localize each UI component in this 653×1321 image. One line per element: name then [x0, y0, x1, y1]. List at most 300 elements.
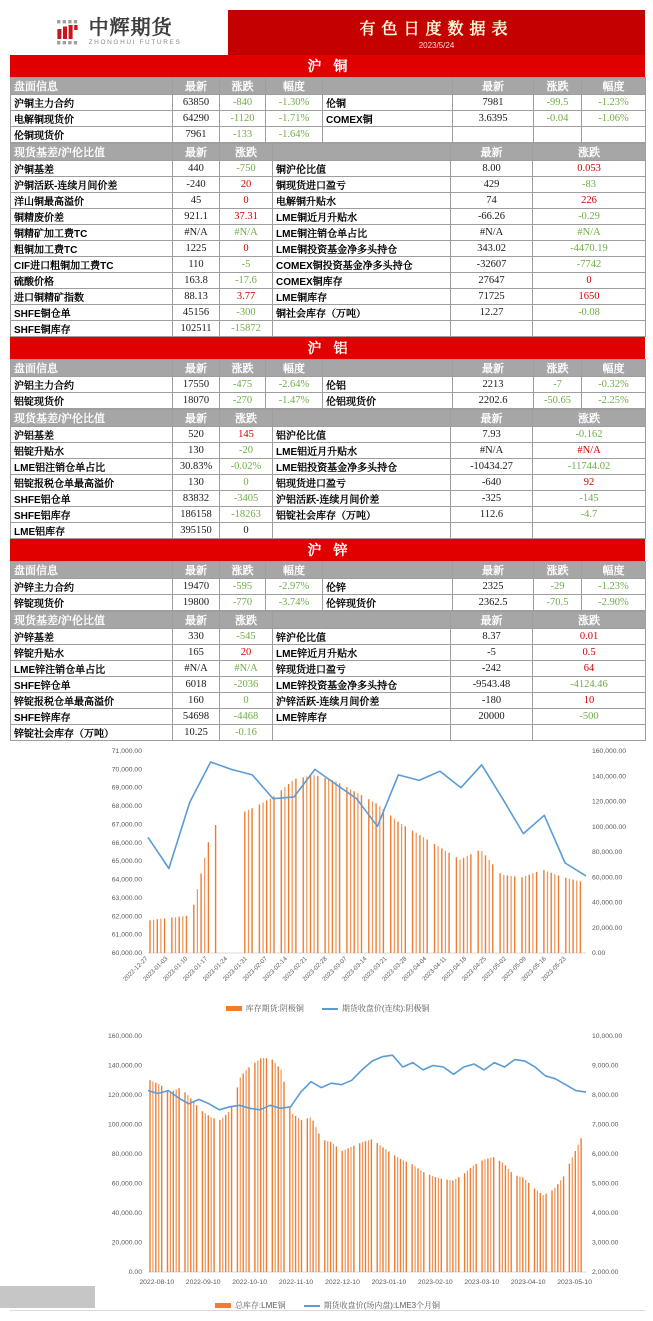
- logo-mark-icon: [57, 20, 83, 45]
- cell-value: -83: [533, 177, 646, 193]
- x-axis-tick-label: 2023-02-14: [261, 955, 289, 983]
- row-label: 铜沪伦比值: [273, 161, 451, 177]
- right-axis-label: 9,000.00: [592, 1062, 619, 1070]
- row-label: 粗铜加工费TC: [11, 241, 173, 257]
- right-axis-label: 60,000.00: [592, 874, 623, 882]
- next-section-edge: [10, 1310, 645, 1311]
- cell-value: 102511: [173, 321, 220, 337]
- row-label: LME铜注销仓单占比: [273, 225, 451, 241]
- cell-value: #N/A: [533, 443, 646, 459]
- table-row: [11, 661, 646, 677]
- cell-value: 0: [220, 523, 273, 539]
- cell-value: 0: [220, 693, 273, 709]
- left-axis-label: 40,000.00: [111, 1210, 142, 1217]
- cell-value: 17550: [173, 377, 220, 393]
- x-axis-tick-label: 2023-03-14: [341, 955, 369, 983]
- cell-value: 112.6: [451, 507, 533, 523]
- row-label: 盘面信息: [11, 78, 173, 95]
- legend-label: 总库存:LME铜: [234, 1301, 286, 1310]
- report-date: 2023/5/24: [418, 40, 455, 50]
- row-label: 伦铜: [323, 95, 453, 111]
- cell-value: 1225: [173, 241, 220, 257]
- cell-value: 最新: [451, 144, 533, 161]
- cell-value: 8.37: [451, 629, 533, 645]
- cell-value: 30.83%: [173, 459, 220, 475]
- cell-value: 涨跌: [220, 612, 273, 629]
- cell-value: -0.29: [533, 209, 646, 225]
- legend-item: [226, 1003, 304, 1014]
- cell-value: -640: [451, 475, 533, 491]
- cell-value: 921.1: [173, 209, 220, 225]
- cell-value: [451, 523, 533, 539]
- cell-value: 2202.6: [453, 393, 534, 409]
- row-label: 铝现货进口盈亏: [273, 475, 451, 491]
- x-axis-tick-label: 2023-05-16: [520, 955, 548, 983]
- row-label: CIF进口粗铜加工费TC: [11, 257, 173, 273]
- cell-value: 2213: [453, 377, 534, 393]
- bar-series-swatch-icon: [215, 1303, 231, 1308]
- cell-value: -3.74%: [266, 595, 323, 611]
- table-header-row: [11, 360, 646, 377]
- table-row: [11, 629, 646, 645]
- cell-value: -145: [533, 491, 646, 507]
- row-label: [273, 725, 451, 741]
- row-label: COMEX铜库存: [273, 273, 451, 289]
- table-row: [11, 209, 646, 225]
- line-series-swatch-icon: [322, 1008, 338, 1010]
- cell-value: [533, 321, 646, 337]
- x-axis-tick-label: 2023-05-23: [540, 955, 568, 983]
- cell-value: #N/A: [220, 661, 273, 677]
- cell-value: 145: [220, 427, 273, 443]
- left-axis-label: 71,000.00: [111, 748, 142, 755]
- cell-value: 涨跌: [220, 78, 266, 95]
- cell-value: -2.97%: [266, 579, 323, 595]
- cell-value: 3.6395: [453, 111, 534, 127]
- row-label: 铜社会库存（万吨）: [273, 305, 451, 321]
- left-axis-label: 120,000.00: [107, 1092, 142, 1099]
- table-row: [11, 443, 646, 459]
- row-label: LME锌近月升贴水: [273, 645, 451, 661]
- cell-value: -7742: [533, 257, 646, 273]
- right-axis-label: 40,000.00: [592, 899, 623, 907]
- cell-value: 幅度: [266, 360, 323, 377]
- x-axis-tick-label: 2023-02-28: [301, 955, 329, 983]
- cell-value: -750: [220, 161, 273, 177]
- cell-value: 幅度: [266, 562, 323, 579]
- copper-tables: [10, 77, 645, 337]
- left-axis-label: 60,000.00: [111, 950, 142, 957]
- table-row: [11, 225, 646, 241]
- row-label: 伦铜现货价: [11, 127, 173, 143]
- row-label: 沪铜基差: [11, 161, 173, 177]
- cell-value: -5: [220, 257, 273, 273]
- row-label: 锌现货进口盈亏: [273, 661, 451, 677]
- cell-value: -32607: [451, 257, 533, 273]
- cell-value: 涨跌: [220, 410, 273, 427]
- cell-value: -475: [220, 377, 266, 393]
- row-label: 铜精废价差: [11, 209, 173, 225]
- table-row: [11, 289, 646, 305]
- right-axis-label: 6,000.00: [592, 1151, 619, 1158]
- cell-value: -4124.46: [533, 677, 646, 693]
- row-label: 盘面信息: [11, 562, 173, 579]
- right-axis-label: 3,000.00: [592, 1239, 619, 1247]
- cell-value: 130: [173, 475, 220, 491]
- cell-value: 1650: [533, 289, 646, 305]
- cell-value: 3.77: [220, 289, 273, 305]
- x-axis-tick-label: 2023-04-25: [460, 955, 489, 983]
- cell-value: 92: [533, 475, 646, 491]
- table-row: [11, 725, 646, 741]
- x-axis-tick-label: 2023-04-04: [400, 955, 429, 983]
- report-page: [10, 10, 645, 1316]
- row-label: 现货基差/沪伦比值: [11, 612, 173, 629]
- cell-value: #N/A: [451, 443, 533, 459]
- lme-copper-inventory-price-chart: [10, 1024, 645, 1316]
- cell-value: 20000: [451, 709, 533, 725]
- row-label: LME锌注销仓单占比: [11, 661, 173, 677]
- cell-value: 27647: [451, 273, 533, 289]
- x-axis-tick-label: 2023-02-10: [417, 1279, 453, 1286]
- cell-value: [273, 144, 451, 161]
- row-label: COMEX铜投资基金净多头持仓: [273, 257, 451, 273]
- cell-value: 160: [173, 693, 220, 709]
- cell-value: [582, 127, 646, 143]
- table-row: [11, 127, 646, 143]
- cell-value: 0: [220, 193, 273, 209]
- cell-value: [273, 612, 451, 629]
- cell-value: 130: [173, 443, 220, 459]
- cell-value: [534, 127, 582, 143]
- table-row: [11, 579, 646, 595]
- cell-value: 20: [220, 177, 273, 193]
- right-axis-label: 8,000.00: [592, 1092, 619, 1099]
- cell-value: -70.5: [534, 595, 582, 611]
- row-label: 锌沪伦比值: [273, 629, 451, 645]
- table-row: [11, 709, 646, 725]
- cell-value: 最新: [453, 562, 534, 579]
- report-title: 有色日度数据表: [359, 20, 514, 38]
- cell-value: -2.25%: [582, 393, 646, 409]
- legend-label: 库存期货:阴极铜: [245, 1004, 304, 1013]
- x-axis-tick-label: 2023-04-18: [440, 955, 469, 983]
- table-row: [11, 595, 646, 611]
- row-label: LME铜投资基金净多头持仓: [273, 241, 451, 257]
- basis-ratio-table: [10, 143, 646, 337]
- cell-value: -1.06%: [582, 111, 646, 127]
- cell-value: 37.31: [220, 209, 273, 225]
- row-label: [323, 127, 453, 143]
- cell-value: #N/A: [173, 225, 220, 241]
- left-axis-label: 0.00: [128, 1269, 142, 1276]
- cell-value: 6018: [173, 677, 220, 693]
- title-banner: [228, 10, 645, 55]
- legend-label: 期货收盘价(场内盘):LME3个月铜: [323, 1301, 441, 1310]
- cell-value: 0.053: [533, 161, 646, 177]
- cell-value: 18070: [173, 393, 220, 409]
- table-row: [11, 491, 646, 507]
- bar-series-swatch-icon: [226, 1006, 242, 1011]
- cell-value: 涨跌: [220, 562, 266, 579]
- table-row: [11, 321, 646, 337]
- table-row: [11, 475, 646, 491]
- row-label: 锌锭社会库存（万吨）: [11, 725, 173, 741]
- cell-value: 440: [173, 161, 220, 177]
- cell-value: 64290: [173, 111, 220, 127]
- cell-value: 19470: [173, 579, 220, 595]
- table-row: [11, 507, 646, 523]
- row-label: 盘面信息: [11, 360, 173, 377]
- cell-value: #N/A: [451, 225, 533, 241]
- cell-value: -10434.27: [451, 459, 533, 475]
- cell-value: 幅度: [582, 78, 646, 95]
- cell-value: 最新: [453, 78, 534, 95]
- cell-value: -240: [173, 177, 220, 193]
- left-axis-label: 100,000.00: [107, 1121, 142, 1129]
- x-axis-tick-label: 2023-01-31: [221, 955, 250, 983]
- cell-value: -0.162: [533, 427, 646, 443]
- cell-value: -770: [220, 595, 266, 611]
- row-label: 电解铜现货价: [11, 111, 173, 127]
- row-label: 沪锌基差: [11, 629, 173, 645]
- x-axis-tick-label: 2022-09-10: [185, 1279, 221, 1286]
- row-label: 铝锭报税仓单最高溢价: [11, 475, 173, 491]
- cell-value: 330: [173, 629, 220, 645]
- row-label: 铝锭现货价: [11, 393, 173, 409]
- clipped-cell: [0, 1286, 95, 1308]
- cell-value: 最新: [453, 360, 534, 377]
- market-info-table: [10, 359, 646, 409]
- cell-value: 110: [173, 257, 220, 273]
- cell-value: 涨跌: [534, 360, 582, 377]
- left-axis-label: 67,000.00: [111, 821, 142, 829]
- table-row: [11, 111, 646, 127]
- cell-value: 涨跌: [533, 612, 646, 629]
- row-label: LME铝注销仓单占比: [11, 459, 173, 475]
- row-label: 锌锭报税仓单最高溢价: [11, 693, 173, 709]
- left-axis-label: 160,000.00: [107, 1033, 142, 1040]
- row-label: 沪铝基差: [11, 427, 173, 443]
- cell-value: 最新: [451, 410, 533, 427]
- cell-value: -0.04: [534, 111, 582, 127]
- cell-value: 12.27: [451, 305, 533, 321]
- table-header-row: [11, 410, 646, 427]
- row-label: 锌锭升贴水: [11, 645, 173, 661]
- left-axis-label: 62,000.00: [111, 913, 142, 921]
- cell-value: -18263: [220, 507, 273, 523]
- row-label: 现货基差/沪伦比值: [11, 144, 173, 161]
- table-row: [11, 393, 646, 409]
- cell-value: [323, 78, 453, 95]
- market-info-table: [10, 77, 646, 143]
- cell-value: -4470.19: [533, 241, 646, 257]
- x-axis-tick-label: 2023-01-03: [141, 955, 170, 983]
- cell-value: #N/A: [173, 661, 220, 677]
- left-axis-label: 80,000.00: [111, 1151, 142, 1158]
- x-axis-tick-label: 2023-05-02: [480, 955, 508, 983]
- cell-value: -0.02%: [220, 459, 273, 475]
- cell-value: 163.8: [173, 273, 220, 289]
- right-axis-label: 140,000.00: [592, 773, 627, 781]
- right-axis-label: 2,000.00: [592, 1269, 619, 1276]
- cell-value: 0.01: [533, 629, 646, 645]
- table-row: [11, 427, 646, 443]
- cell-value: 64: [533, 661, 646, 677]
- table-row: [11, 193, 646, 209]
- cell-value: 涨跌: [220, 144, 273, 161]
- cell-value: -545: [220, 629, 273, 645]
- cell-value: 19800: [173, 595, 220, 611]
- x-axis-tick-label: 2023-02-21: [281, 955, 309, 983]
- cell-value: 8.00: [451, 161, 533, 177]
- cell-value: -1.71%: [266, 111, 323, 127]
- cell-value: 涨跌: [533, 410, 646, 427]
- legend-item: [322, 1003, 430, 1014]
- table-row: [11, 177, 646, 193]
- left-axis-label: 64,000.00: [111, 876, 142, 884]
- cell-value: 10: [533, 693, 646, 709]
- row-label: SHFE锌库存: [11, 709, 173, 725]
- left-axis-label: 140,000.00: [107, 1062, 142, 1070]
- left-axis-label: 68,000.00: [111, 803, 142, 811]
- x-axis-tick-label: 2022-08-10: [139, 1279, 175, 1286]
- row-label: 电解铜升贴水: [273, 193, 451, 209]
- left-axis-label: 66,000.00: [111, 839, 142, 847]
- right-axis-label: 4,000.00: [592, 1210, 619, 1217]
- cell-value: -9543.48: [451, 677, 533, 693]
- basis-ratio-table: [10, 611, 646, 741]
- cell-value: 涨跌: [220, 360, 266, 377]
- cell-value: 83832: [173, 491, 220, 507]
- x-axis-tick-label: 2022-12-10: [325, 1279, 360, 1286]
- cell-value: [533, 725, 646, 741]
- cell-value: -50.65: [534, 393, 582, 409]
- company-logo: [10, 10, 228, 55]
- row-label: SHFE铜库存: [11, 321, 173, 337]
- cell-value: [323, 360, 453, 377]
- table-row: [11, 459, 646, 475]
- chart-svg: [10, 741, 645, 1024]
- right-axis-label: 100,000.00: [592, 823, 627, 831]
- right-axis-label: 7,000.00: [592, 1121, 619, 1129]
- chart-svg: [10, 1024, 645, 1316]
- x-axis-tick-label: 2023-04-11: [421, 955, 449, 983]
- cell-value: 0: [533, 273, 646, 289]
- x-axis-tick-label: 2023-02-07: [241, 955, 269, 983]
- cell-value: -15872: [220, 321, 273, 337]
- cell-value: -7: [534, 377, 582, 393]
- row-label: 铝锭社会库存（万吨）: [273, 507, 451, 523]
- cell-value: 2325: [453, 579, 534, 595]
- cell-value: 最新: [173, 78, 220, 95]
- cell-value: 63850: [173, 95, 220, 111]
- cell-value: 2362.5: [453, 595, 534, 611]
- cell-value: 395150: [173, 523, 220, 539]
- right-axis-label: 0.00: [592, 950, 606, 957]
- cell-value: -325: [451, 491, 533, 507]
- row-label: 伦锌现货价: [323, 595, 453, 611]
- table-header-row: [11, 612, 646, 629]
- cell-value: [451, 321, 533, 337]
- x-axis-tick-label: 2023-04-10: [510, 1279, 546, 1286]
- row-label: LME铝投资基金净多头持仓: [273, 459, 451, 475]
- cell-value: 涨跌: [534, 78, 582, 95]
- row-label: 铝沪伦比值: [273, 427, 451, 443]
- cell-value: -1.23%: [582, 95, 646, 111]
- row-label: LME铜近月升贴水: [273, 209, 451, 225]
- cell-value: 最新: [173, 144, 220, 161]
- cell-value: [453, 127, 534, 143]
- aluminum-tables: [10, 359, 645, 539]
- cell-value: -66.26: [451, 209, 533, 225]
- row-label: LME铜库存: [273, 289, 451, 305]
- row-label: 铜精矿加工费TC: [11, 225, 173, 241]
- row-label: LME铝近月升贴水: [273, 443, 451, 459]
- section-band-aluminum: 沪铝: [10, 337, 645, 359]
- cell-value: 幅度: [582, 562, 646, 579]
- cell-value: 最新: [173, 562, 220, 579]
- row-label: [273, 523, 451, 539]
- cell-value: 343.02: [451, 241, 533, 257]
- cell-value: -595: [220, 579, 266, 595]
- cell-value: 最新: [451, 612, 533, 629]
- market-info-table: [10, 561, 646, 611]
- table-row: [11, 273, 646, 289]
- x-axis-tick-label: 2023-03-07: [321, 955, 349, 983]
- cell-value: -99.5: [534, 95, 582, 111]
- cell-value: 0: [220, 241, 273, 257]
- row-label: COMEX铜: [323, 111, 453, 127]
- cell-value: -5: [451, 645, 533, 661]
- cell-value: -20: [220, 443, 273, 459]
- right-axis-label: 20,000.00: [592, 924, 623, 932]
- basis-ratio-table: [10, 409, 646, 539]
- cell-value: 226: [533, 193, 646, 209]
- cell-value: #N/A: [533, 225, 646, 241]
- cell-value: -1.23%: [582, 579, 646, 595]
- table-header-row: [11, 144, 646, 161]
- cell-value: -4.7: [533, 507, 646, 523]
- cell-value: 7961: [173, 127, 220, 143]
- x-axis-tick-label: 2022-11-10: [278, 1279, 314, 1286]
- shfe-copper-inventory-price-chart: [10, 741, 645, 1024]
- row-label: LME锌库存: [273, 709, 451, 725]
- cell-value: [533, 523, 646, 539]
- row-label: SHFE铝库存: [11, 507, 173, 523]
- x-axis-tick-label: 2023-01-10: [161, 955, 190, 983]
- row-label: 沪铜主力合约: [11, 95, 173, 111]
- cell-value: 幅度: [266, 78, 323, 95]
- cell-value: [451, 725, 533, 741]
- row-label: 现货基差/沪伦比值: [11, 410, 173, 427]
- x-axis-tick-label: 2023-05-10: [557, 1279, 593, 1286]
- cell-value: 165: [173, 645, 220, 661]
- cell-value: 186158: [173, 507, 220, 523]
- cell-value: 0: [220, 475, 273, 491]
- row-label: 沪锌活跃-连续月间价差: [273, 693, 451, 709]
- cell-value: -0.32%: [582, 377, 646, 393]
- row-label: 锌锭现货价: [11, 595, 173, 611]
- cell-value: 45: [173, 193, 220, 209]
- cell-value: 429: [451, 177, 533, 193]
- cell-value: 0.5: [533, 645, 646, 661]
- left-axis-label: 70,000.00: [111, 766, 142, 774]
- row-label: 铝锭升贴水: [11, 443, 173, 459]
- x-axis-tick-label: 2023-01-10: [371, 1279, 407, 1286]
- cell-value: 7.93: [451, 427, 533, 443]
- right-axis-label: 120,000.00: [592, 798, 627, 806]
